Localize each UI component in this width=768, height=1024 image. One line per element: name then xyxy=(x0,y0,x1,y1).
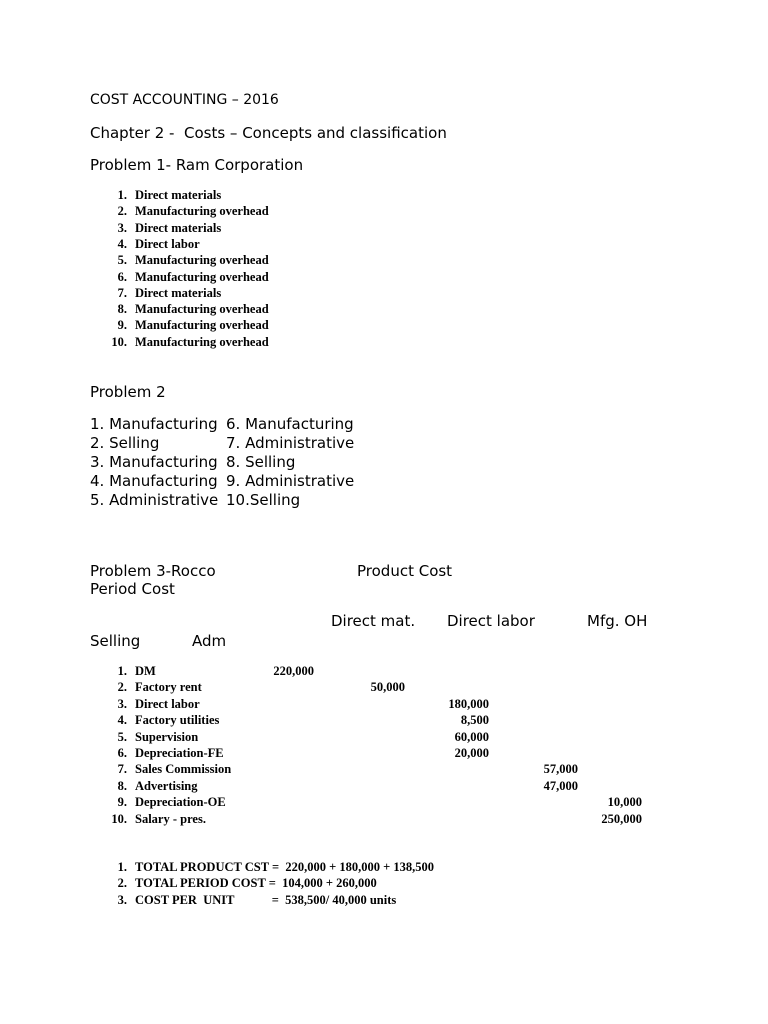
table-row-label: Depreciation-OE xyxy=(135,795,226,810)
list-item-text: Manufacturing overhead xyxy=(135,334,269,349)
total-text: TOTAL PRODUCT CST = 220,000 + 180,000 + 138,500 xyxy=(135,860,434,874)
table-row-number: 5. xyxy=(117,729,127,744)
table-row-label: Factory rent xyxy=(135,680,202,695)
table-row-label: Depreciation-FE xyxy=(135,746,224,760)
col-mfg-oh: Mfg. OH xyxy=(587,612,648,630)
col-adm: Adm xyxy=(192,632,227,650)
total-number: 2. xyxy=(117,876,127,891)
table-row-value: 220,000 xyxy=(273,664,314,678)
table-row-number: 8. xyxy=(117,778,127,793)
table-row-value: 57,000 xyxy=(543,762,578,777)
table-row-label: DM xyxy=(135,664,156,678)
list-item-text: Direct materials xyxy=(135,285,222,300)
list-item-left: 3. Manufacturing xyxy=(90,453,218,471)
list-item-number: 4. xyxy=(117,236,127,251)
problem3-title: Problem 3-Rocco xyxy=(90,562,216,580)
chapter-title: Chapter 2 - Costs – Concepts and classification xyxy=(90,124,447,142)
list-item-number: 3. xyxy=(117,220,127,235)
table-row-number: 2. xyxy=(117,680,127,695)
total-text: COST PER UNIT = 538,500/ 40,000 units xyxy=(135,892,397,907)
list-item-text: Direct materials xyxy=(135,188,222,202)
list-item-text: Manufacturing overhead xyxy=(135,318,269,333)
list-item-number: 9. xyxy=(117,318,127,333)
table-row-value: 20,000 xyxy=(454,746,489,760)
table-row-label: Factory utilities xyxy=(135,713,220,728)
problem1-title: Problem 1- Ram Corporation xyxy=(90,156,304,174)
table-row-number: 9. xyxy=(117,795,127,810)
table-row-number: 7. xyxy=(117,762,127,777)
list-item-number: 10. xyxy=(111,334,127,349)
table-row-value: 60,000 xyxy=(454,729,489,744)
list-item-right: 10.Selling xyxy=(226,491,301,509)
list-item-right: 8. Selling xyxy=(226,453,296,471)
list-item-number: 7. xyxy=(117,285,127,300)
list-item-text: Manufacturing overhead xyxy=(135,253,269,268)
list-item-text: Manufacturing overhead xyxy=(135,302,269,317)
table-row-label: Direct labor xyxy=(135,696,200,711)
table-row-number: 1. xyxy=(117,664,127,678)
table-row-label: Supervision xyxy=(135,729,199,744)
list-item-number: 2. xyxy=(117,204,127,219)
table-row-label: Salary - pres. xyxy=(135,811,206,826)
col-direct-mat: Direct mat. xyxy=(331,612,416,630)
total-number: 1. xyxy=(117,860,127,874)
list-item-number: 5. xyxy=(117,253,127,268)
table-row-number: 3. xyxy=(117,696,127,711)
document-header: COST ACCOUNTING – 2016 xyxy=(90,92,279,108)
table-row-value: 50,000 xyxy=(370,680,405,695)
list-item-text: Manufacturing overhead xyxy=(135,269,269,284)
list-item-right: 9. Administrative xyxy=(226,472,355,490)
list-item-text: Manufacturing overhead xyxy=(135,204,269,219)
problem2-title: Problem 2 xyxy=(90,383,166,401)
list-item-number: 1. xyxy=(117,188,127,202)
list-item-left: 1. Manufacturing xyxy=(90,415,218,433)
list-item-left: 5. Administrative xyxy=(90,491,219,509)
total-text: TOTAL PERIOD COST = 104,000 + 260,000 xyxy=(135,876,377,891)
table-row-value: 47,000 xyxy=(543,778,578,793)
table-row-value: 250,000 xyxy=(601,811,642,826)
list-item-left: 4. Manufacturing xyxy=(90,472,218,490)
total-number: 3. xyxy=(117,892,127,907)
table-row-number: 10. xyxy=(111,811,127,826)
list-item-number: 8. xyxy=(117,302,127,317)
period-cost-heading: Period Cost xyxy=(90,580,175,598)
table-row-value: 10,000 xyxy=(607,795,642,810)
product-cost-heading: Product Cost xyxy=(357,562,453,580)
list-item-text: Direct labor xyxy=(135,236,200,251)
list-item-left: 2. Selling xyxy=(90,434,160,452)
table-row-value: 8,500 xyxy=(460,713,489,728)
list-item-number: 6. xyxy=(117,269,127,284)
table-row-label: Advertising xyxy=(135,778,198,793)
table-row-number: 6. xyxy=(117,746,127,760)
table-row-value: 180,000 xyxy=(448,696,489,711)
list-item-right: 6. Manufacturing xyxy=(226,415,354,433)
list-item-right: 7. Administrative xyxy=(226,434,355,452)
table-row-label: Sales Commission xyxy=(135,762,232,777)
table-row-number: 4. xyxy=(117,713,127,728)
list-item-text: Direct materials xyxy=(135,220,222,235)
col-direct-labor: Direct labor xyxy=(447,612,535,630)
col-selling: Selling xyxy=(90,632,141,650)
